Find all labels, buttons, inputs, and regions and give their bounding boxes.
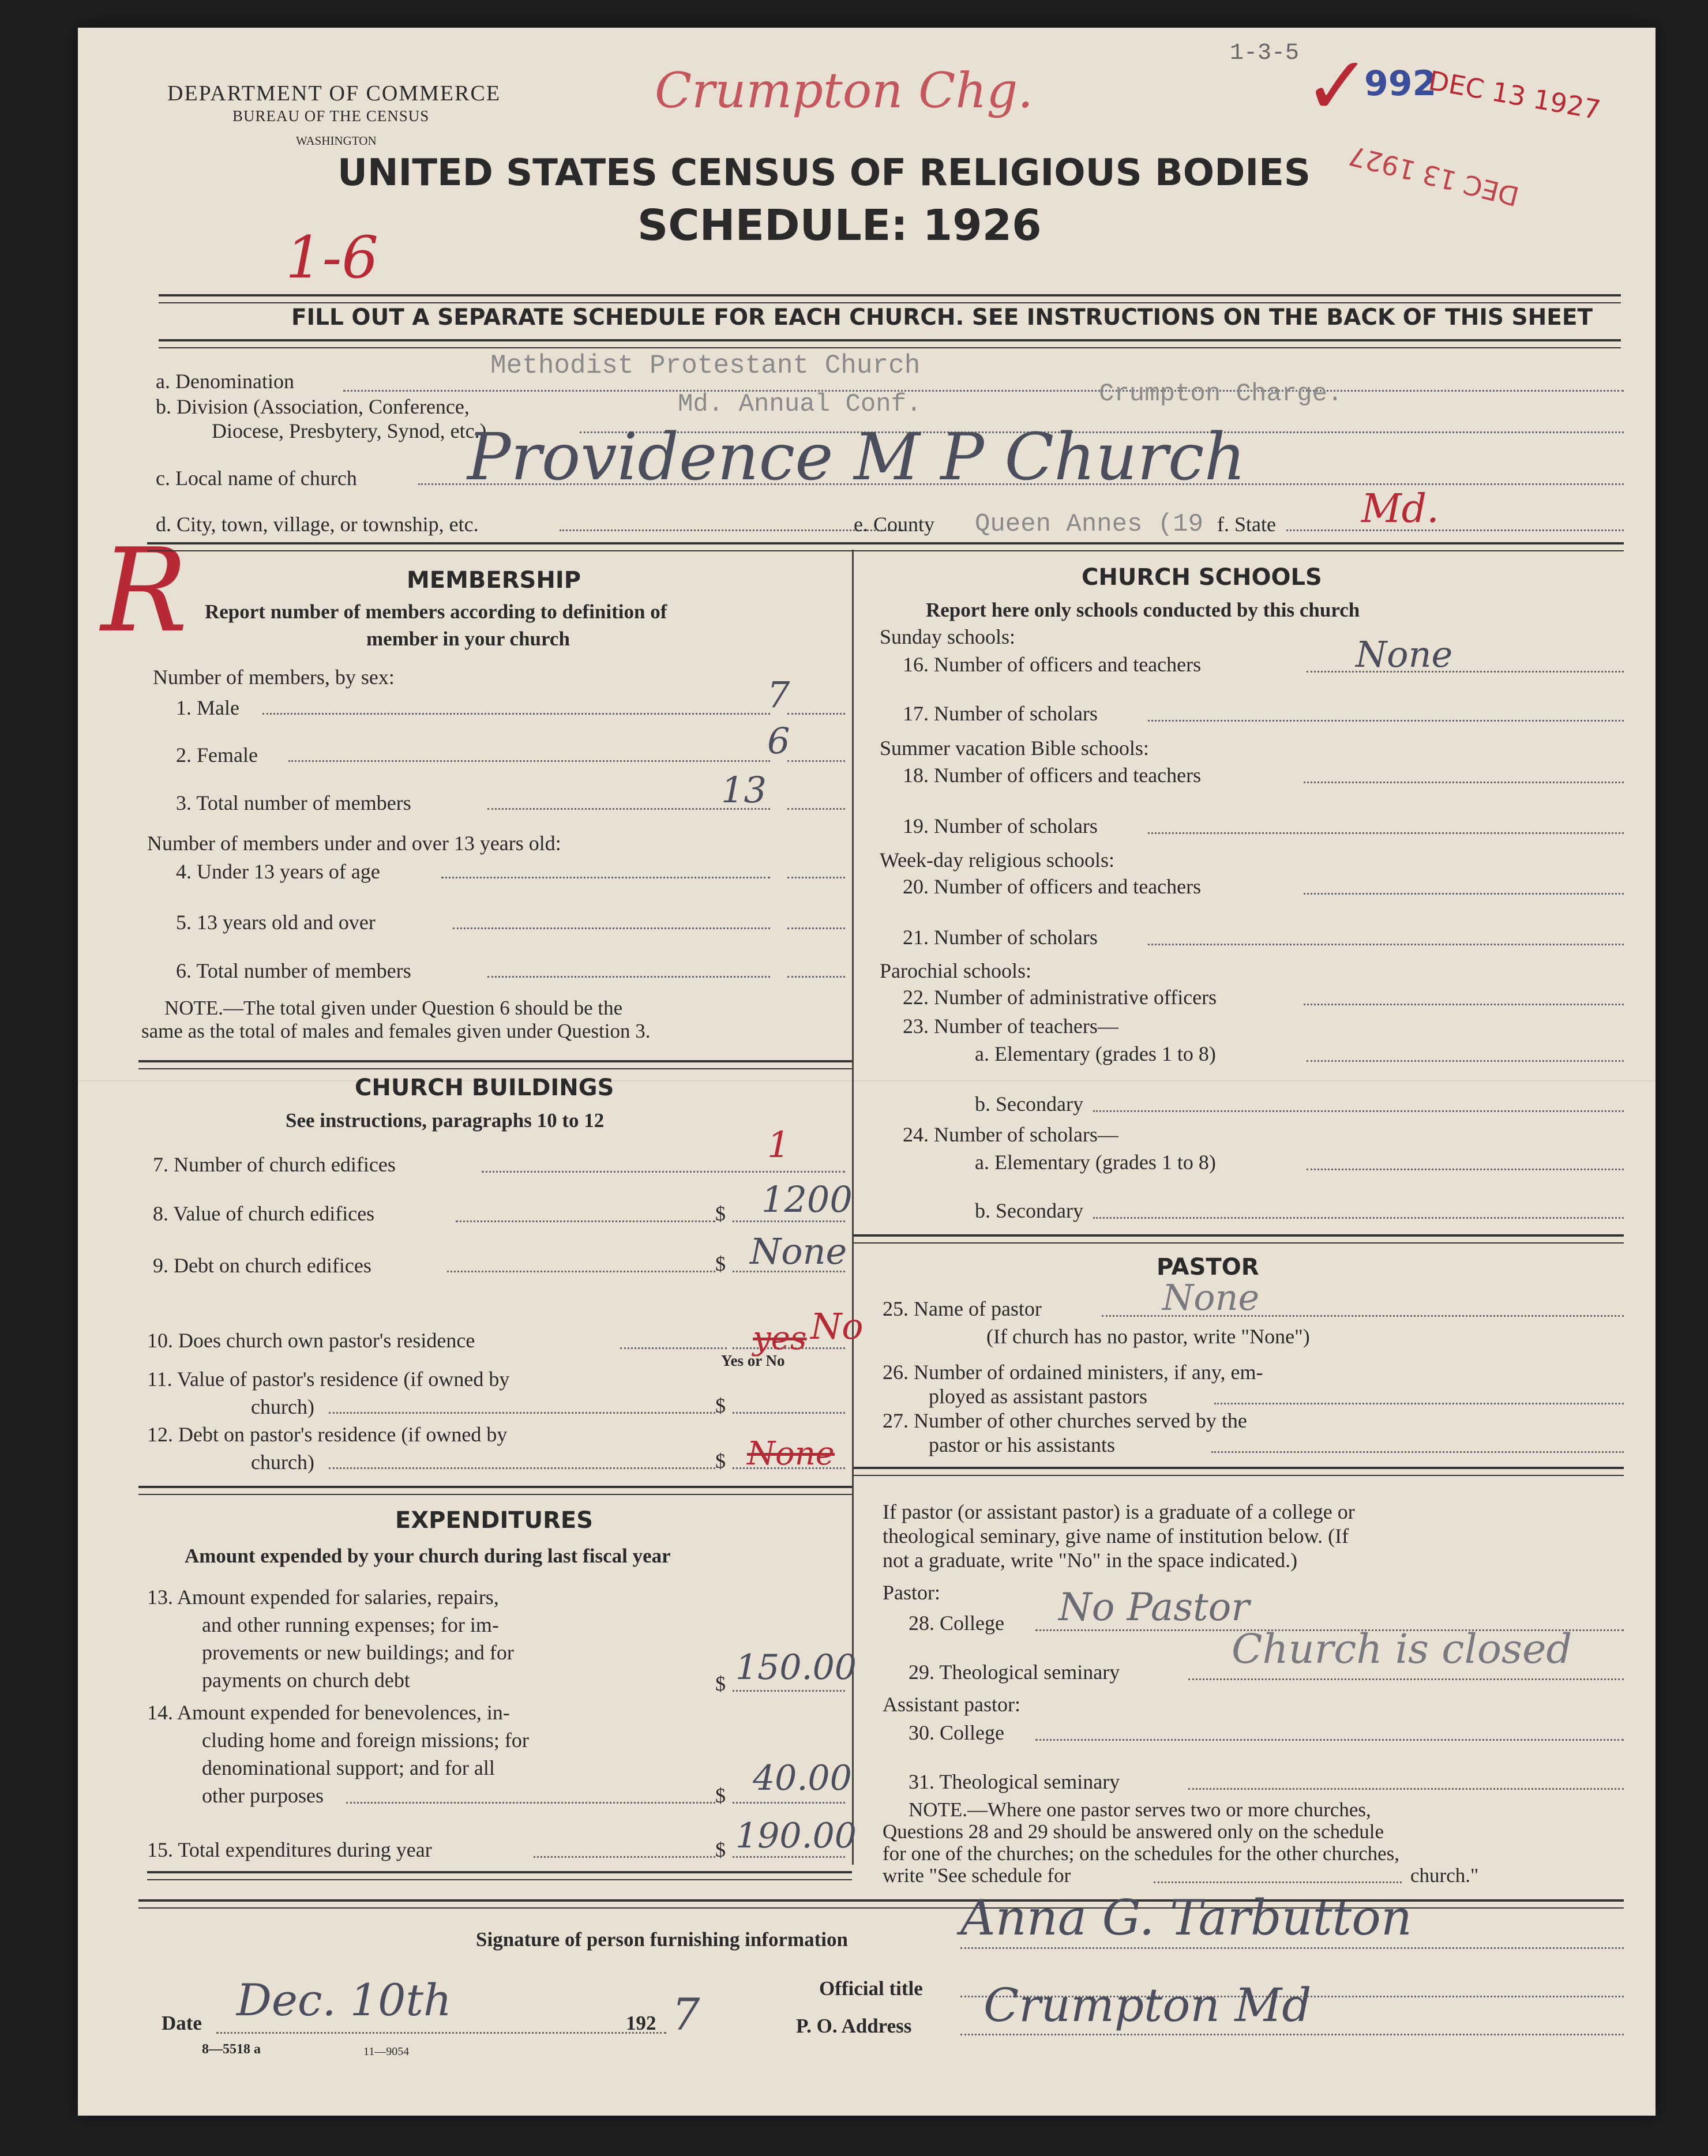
q22-label: 22. Number of administrative officers [903, 986, 1217, 1009]
q7-value: 1 [767, 1124, 790, 1166]
q15-label: 15. Total expenditures during year [147, 1838, 432, 1861]
signature-value: Anna G. Tarbutton [960, 1890, 1412, 1946]
membership-note-2: same as the total of males and females given under Question 3. [141, 1020, 651, 1042]
q2-leader [288, 760, 770, 762]
po-address-field [960, 2034, 1624, 2035]
q9-label: 9. Debt on church edifices [153, 1254, 371, 1277]
q8-dollar: $ [715, 1202, 726, 1225]
instruction-bar: FILL OUT A SEPARATE SCHEDULE FOR EACH CHURCH. SEE INSTRUCTIONS ON THE BACK OF THIS SHEET [291, 305, 1593, 330]
county-value: Queen Annes (19 [975, 510, 1204, 539]
pastor-note-3: for one of the churches; on the schedules for the other churches, [883, 1842, 1400, 1865]
q6-field [787, 976, 845, 978]
summer-schools-label: Summer vacation Bible schools: [880, 737, 1149, 760]
denomination-value: Methodist Protestant Church [490, 351, 921, 381]
pastor-mid-rule [854, 1467, 1624, 1476]
q8-label: 8. Value of church edifices [153, 1202, 375, 1225]
year-prefix: 192 [626, 2012, 656, 2034]
q8-field [733, 1220, 845, 1222]
city-field-line [560, 529, 903, 531]
city-label: d. City, town, village, or township, etc. [156, 513, 479, 536]
q14-label-3: denominational support; and for all [202, 1756, 495, 1779]
q1-field [787, 713, 845, 715]
q8-value: 1200 [761, 1178, 853, 1220]
buildings-subtitle: See instructions, paragraphs 10 to 12 [286, 1109, 605, 1132]
red-mark-code: 1-6 [286, 224, 379, 291]
q10-struck-value: yes [753, 1320, 807, 1357]
q13-field [733, 1690, 845, 1692]
q5-13over-label: 5. 13 years old and over [176, 911, 376, 934]
q7-label: 7. Number of church edifices [153, 1153, 396, 1176]
q26-label-1: 26. Number of ordained ministers, if any, em- [883, 1361, 1263, 1384]
q12-dollar: $ [715, 1449, 726, 1473]
q26-label-2: ployed as assistant pastors [929, 1385, 1147, 1408]
po-address-value: Crumpton Md [983, 1978, 1312, 2032]
q20-field [1304, 893, 1624, 895]
q23-label: 23. Number of teachers— [903, 1015, 1118, 1038]
q12-leader [329, 1467, 715, 1469]
q5-field [787, 927, 845, 929]
q24-label: 24. Number of scholars— [903, 1123, 1118, 1146]
q4-leader [441, 877, 770, 878]
q12-label-1: 12. Debt on pastor's residence (if owned by [147, 1423, 508, 1446]
q19-label: 19. Number of scholars [903, 814, 1098, 837]
q31-field [1188, 1788, 1624, 1790]
under-over-13-label: Number of members under and over 13 years old: [147, 832, 561, 855]
q15-leader [534, 1856, 715, 1858]
q31-label: 31. Theological seminary [909, 1770, 1120, 1793]
buildings-bottom-rule [138, 1486, 852, 1495]
q9-leader [447, 1271, 715, 1272]
q14-leader [346, 1802, 715, 1804]
q1-male-value: 7 [767, 674, 790, 716]
q8-leader [456, 1220, 715, 1222]
q4-field [787, 877, 845, 878]
denomination-label: a. Denomination [156, 370, 294, 393]
q11-dollar: $ [715, 1394, 726, 1417]
year-value: 7 [672, 1989, 700, 2040]
top-double-rule [159, 294, 1621, 303]
denomination-field-line [343, 390, 1624, 392]
q27-label-2: pastor or his assistants [929, 1433, 1115, 1456]
q11-leader [329, 1412, 715, 1414]
q3-total-value: 13 [721, 769, 767, 811]
local-name-label: c. Local name of church [156, 467, 357, 490]
state-label: f. State [1217, 513, 1276, 536]
washington-heading: WASHINGTON [296, 134, 377, 148]
red-note-charge: Crumpton Chg. [655, 62, 1033, 119]
q12-value: None [747, 1435, 835, 1473]
expenditures-bottom-rule [147, 1871, 852, 1880]
q16-field [1307, 671, 1624, 673]
assistant-pastor-sublabel: Assistant pastor: [883, 1693, 1020, 1716]
file-code: 1-3-5 [1230, 40, 1300, 66]
q14-field [733, 1802, 845, 1804]
q14-label-1: 14. Amount expended for benevolences, in- [147, 1701, 510, 1724]
date-value: Dec. 10th [237, 1974, 452, 2026]
pastor-heading: PASTOR [1157, 1254, 1259, 1280]
q9-dollar: $ [715, 1252, 726, 1275]
q11-label-2: church) [251, 1395, 314, 1418]
q14-dollar: $ [715, 1784, 726, 1807]
membership-subtitle-2: member in your church [366, 628, 570, 650]
print-number: 11—9054 [363, 2045, 410, 2058]
signature-field [960, 1947, 1624, 1949]
pastor-note-1: NOTE.—Where one pastor serves two or more churches, [909, 1798, 1371, 1821]
division-label-line2: Diocese, Presbytery, Synod, etc.) [212, 419, 487, 442]
buildings-heading: CHURCH BUILDINGS [355, 1075, 614, 1101]
q23b-label: b. Secondary [975, 1092, 1083, 1115]
date-field [216, 2032, 666, 2034]
q21-field [1148, 944, 1624, 945]
q25-value: None [1162, 1276, 1260, 1319]
q10-leader [620, 1347, 727, 1349]
q15-field [733, 1856, 845, 1858]
q10-value: No [810, 1305, 864, 1347]
q20-label: 20. Number of officers and teachers [903, 875, 1202, 898]
expenditures-heading: EXPENDITURES [395, 1507, 594, 1534]
q13-label-1: 13. Amount expended for salaries, repairs, [147, 1586, 499, 1609]
q5-leader [453, 927, 770, 929]
q15-value: 190.00 [735, 1816, 857, 1856]
pastor-note-2: Questions 28 and 29 should be answered only on the schedule [883, 1820, 1384, 1843]
q2-female-label: 2. Female [176, 743, 258, 767]
graduate-instruction-3: not a graduate, write "No" in the space indicated.) [883, 1549, 1298, 1572]
membership-heading: MEMBERSHIP [407, 567, 581, 594]
q11-field [733, 1412, 845, 1414]
q13-label-2: and other running expenses; for im- [202, 1613, 499, 1636]
q10-hint: Yes or No [721, 1352, 785, 1369]
q16-label: 16. Number of officers and teachers [903, 653, 1202, 676]
members-by-sex-label: Number of members, by sex: [153, 666, 395, 689]
q13-dollar: $ [715, 1672, 726, 1695]
q14-label-4: other purposes [202, 1784, 324, 1807]
q14-value: 40.00 [753, 1758, 852, 1798]
instruction-double-rule [159, 339, 1621, 348]
membership-subtitle-1: Report number of members according to definition of [205, 600, 667, 623]
pastor-note-5: church." [1410, 1864, 1479, 1887]
q26-field [1214, 1403, 1624, 1404]
date-label: Date [162, 2012, 202, 2034]
weekday-schools-label: Week-day religious schools: [880, 848, 1115, 872]
q9-value: None [750, 1230, 847, 1272]
q21-label: 21. Number of scholars [903, 926, 1098, 949]
form-number: 8—5518 a [202, 2042, 261, 2057]
census-schedule-sheet [78, 28, 1656, 2116]
graduate-instruction-2: theological seminary, give name of institution below. (If [883, 1524, 1349, 1547]
q30-label: 30. College [909, 1721, 1004, 1744]
q13-label-3: provements or new buildings; and for [202, 1641, 514, 1664]
q19-field [1148, 832, 1624, 834]
q28-label: 28. College [909, 1612, 1004, 1635]
expenditures-subtitle: Amount expended by your church during last fiscal year [185, 1545, 671, 1567]
see-schedule-field [1154, 1881, 1402, 1883]
membership-bottom-rule [138, 1060, 852, 1069]
received-stamp-date: DEC 13 1927 [1426, 65, 1603, 126]
q14-label-2: cluding home and foreign missions; for [202, 1729, 529, 1752]
q17-field [1148, 720, 1624, 722]
division-label-line1: b. Division (Association, Conference, [156, 395, 470, 418]
q25-hint: (If church has no pastor, write "None") [986, 1325, 1310, 1348]
pastor-sublabel: Pastor: [883, 1581, 941, 1604]
schools-subtitle: Report here only schools conducted by this church [926, 599, 1360, 621]
division-value: Md. Annual Conf. [678, 390, 922, 419]
q29-field [1188, 1678, 1624, 1680]
sunday-schools-label: Sunday schools: [880, 625, 1016, 648]
q3-total-label: 3. Total number of members [176, 791, 411, 814]
local-name-value: Providence M P Church [467, 420, 1246, 495]
q24a-field [1307, 1169, 1624, 1170]
q6-total-label: 6. Total number of members [176, 959, 411, 982]
q24b-field [1093, 1217, 1624, 1219]
q2-field [787, 760, 845, 762]
q22-field [1304, 1004, 1624, 1005]
q4-under13-label: 4. Under 13 years of age [176, 860, 380, 883]
red-check-mark: ✓ [1304, 42, 1372, 132]
red-letter-r: R [101, 524, 188, 658]
county-label: e. County [854, 513, 934, 536]
membership-note-1: NOTE.—The total given under Question 6 should be the [164, 997, 623, 1019]
q2-female-value: 6 [767, 720, 790, 762]
division-value-charge: Crumpton Charge. [1099, 380, 1343, 408]
q7-field [482, 1171, 845, 1173]
q27-field [1211, 1451, 1624, 1453]
schools-bottom-rule [854, 1234, 1624, 1244]
graduate-instruction-1: If pastor (or assistant pastor) is a graduate of a college or [883, 1500, 1355, 1523]
q11-label-1: 11. Value of pastor's residence (if owned by [147, 1368, 510, 1391]
state-value: Md. [1361, 486, 1439, 532]
q3-field [787, 808, 845, 810]
q16-value: None [1356, 633, 1453, 675]
q29-value: Church is closed [1232, 1625, 1572, 1673]
q10-label: 10. Does church own pastor's residence [147, 1329, 475, 1352]
q17-label: 17. Number of scholars [903, 702, 1098, 725]
q23b-field [1093, 1110, 1624, 1112]
q29-label: 29. Theological seminary [909, 1661, 1120, 1684]
q1-leader [262, 713, 770, 715]
q27-label-1: 27. Number of other churches served by the [883, 1409, 1247, 1432]
q18-field [1304, 782, 1624, 783]
state-field-line [1286, 529, 1624, 531]
q1-male-label: 1. Male [176, 696, 239, 719]
q13-label-4: payments on church debt [202, 1669, 410, 1692]
q6-leader [487, 976, 770, 978]
form-subtitle: SCHEDULE: 1926 [637, 201, 1042, 250]
form-title: UNITED STATES CENSUS OF RELIGIOUS BODIES [337, 152, 1311, 194]
received-stamp-date-inverted: DEC 13 1927 [1345, 140, 1522, 212]
q25-label: 25. Name of pastor [883, 1297, 1042, 1320]
q13-value: 150.00 [735, 1647, 857, 1688]
q18-label: 18. Number of officers and teachers [903, 764, 1202, 787]
q23a-label: a. Elementary (grades 1 to 8) [975, 1042, 1216, 1065]
signature-label: Signature of person furnishing information [476, 1928, 848, 1951]
q24b-label: b. Secondary [975, 1199, 1083, 1222]
parochial-schools-label: Parochial schools: [880, 959, 1031, 982]
serial-number: 992 [1364, 63, 1437, 104]
q15-dollar: $ [715, 1838, 726, 1861]
paper-fold-crease [78, 1080, 1656, 1081]
pastor-note-4: write "See schedule for [883, 1864, 1071, 1887]
po-address-label: P. O. Address [796, 2015, 912, 2037]
department-heading: DEPARTMENT OF COMMERCE [167, 81, 501, 106]
schools-heading: CHURCH SCHOOLS [1082, 564, 1322, 591]
q30-field [1035, 1739, 1624, 1741]
official-title-label: Official title [819, 1977, 923, 2000]
q12-label-2: church) [251, 1451, 314, 1474]
q23a-field [1307, 1060, 1624, 1062]
q28-value: No Pastor [1058, 1585, 1249, 1629]
q24a-label: a. Elementary (grades 1 to 8) [975, 1151, 1216, 1174]
section-double-rule [147, 542, 1624, 551]
bureau-heading: BUREAU OF THE CENSUS [232, 107, 430, 125]
